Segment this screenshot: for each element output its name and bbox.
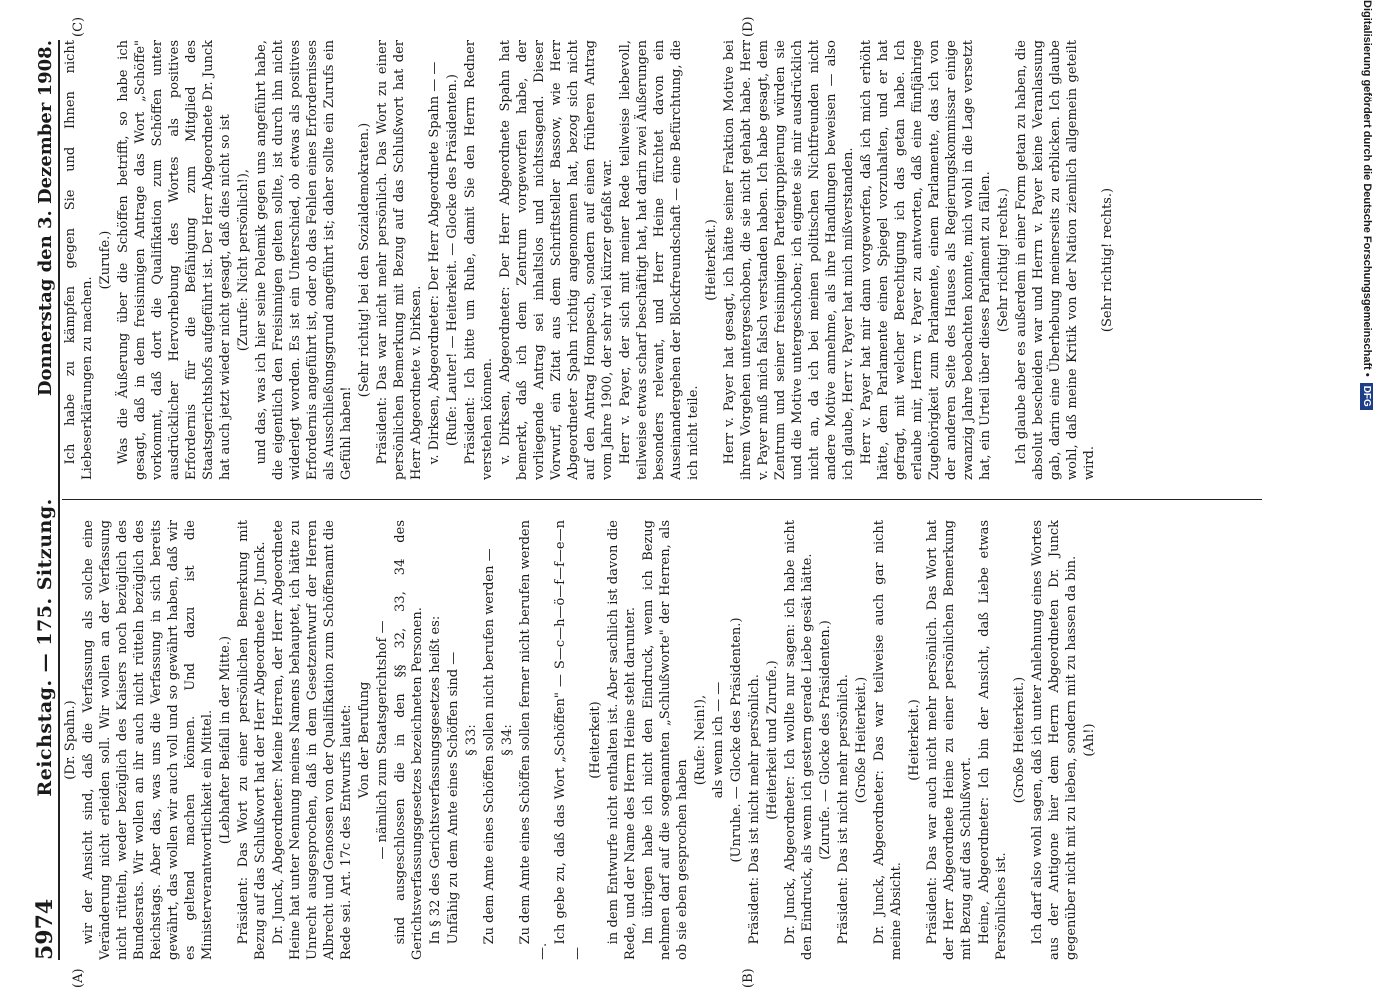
paragraph: Herr v. Payer, der sich mit meiner Rede teilweise liebevoll, teilweise etwas scharf beschäftigt hat, hat darin zwei Äußerungen besonders relevant, und Herr Heine fürchtet davon ein Auseinandergehen der Blockfreundschaft — eine Befürchtung, die ich nicht teile. bbox=[618, 40, 701, 480]
paragraph: (Heiterkeit.) bbox=[907, 699, 922, 781]
paragraph: (Rufe: Lauter! — Heiterkeit. — Glocke des Präsidenten.) bbox=[445, 74, 460, 446]
margin-marker-c: (C) bbox=[71, 16, 86, 37]
paragraph: (Lebhafter Beifall in der Mitte.) bbox=[218, 635, 233, 845]
paragraph: § 33: bbox=[464, 724, 479, 756]
paragraph: Dr. Junck, Abgeordneter: Das war teilweise auch gar nicht meine Absicht. bbox=[872, 520, 904, 960]
paragraph: (Sehr richtig! bei den Sozialdemokraten.) bbox=[357, 122, 372, 398]
left-column bbox=[62, 520, 1302, 960]
paragraph: (Zurufe.) bbox=[98, 230, 113, 290]
paragraph: Unfähig zu dem Amte eines Schöffen sind — bbox=[446, 651, 461, 945]
paragraph: Zu dem Amte eines Schöffen sollen nicht berufen werden — bbox=[482, 548, 497, 945]
digitization-footer bbox=[1356, 0, 1378, 1000]
session-date: Donnerstag den 3. Dezember 1908. bbox=[35, 40, 56, 397]
paragraph: (Ah!) bbox=[1082, 723, 1097, 757]
right-column bbox=[62, 40, 1302, 480]
paragraph: (Unruhe. — Glocke des Präsidenten.) bbox=[729, 617, 744, 863]
margin-marker-b: (B) bbox=[741, 968, 756, 988]
paragraph: wir der Ansicht sind, daß die Verfassung als solche eine Veränderung nicht erleiden soll. Wir wollen an der Verfassung nicht rütteln, weder bezüglich des Kaisers noch bezüglich des Bundesrats. Wir wollen an ihr auch nicht rütteln bezüglich des Reichstags. Aber das, was uns die Verfassung in sich bereits gewährt, das wollen wir auch voll und so gewährt haben, daß wir es geltend machen können. Und dazu ist die Ministerverantwortlichkeit ein Mittel. bbox=[81, 520, 215, 960]
paragraph: Was die Äußerung über die Schöffen betrifft, so habe ich gesagt, daß in dem freisinnigen Antrage das Wort „Schöffe" vorkommt, daß dort die Qualifikation zum Schöffen unter ausdrücklicher Hervorhebung des Wortes als positives Erfordernis für die Befähigung zum Mitglied des Staatsgerichtshofs aufgeführt ist. Der Herr Abgeordnete Dr. Junck hat auch jetzt wieder nicht gesagt, daß dies nicht so ist bbox=[116, 40, 233, 480]
paragraph: Präsident: Das ist nicht mehr persönlich. bbox=[836, 674, 851, 945]
paragraph: sind ausgeschlossen die in den §§ 32, 33, 34 des Gerichtsverfassungsgesetzes bezeichneten Personen. bbox=[393, 520, 425, 960]
paragraph: § 34: bbox=[500, 724, 515, 756]
footer-text: Digitalisierung gefördert durch die Deutsche Forschungsgemeinschaft • bbox=[1361, 0, 1373, 377]
paragraph: Präsident: Das war auch nicht mehr persönlich. Das Wort hat der Herr Abgeordnete Heine zu einer persönlichen Bemerkung mit Bezug auf das Schlußwort. bbox=[925, 520, 974, 960]
paragraph: Ich habe zu kämpfen gegen Sie und Ihnen nicht Liebeserklärungen zu machen. bbox=[63, 40, 95, 480]
paragraph: Dr. Junck, Abgeordneter: Meine Herren, der Herr Abgeordnete Heine hat unter Nennung meines Namens behauptet, ich hätte zu Unrecht ausgesprochen, daß in dem Gesetzentwurf der Herren Albrecht und Genossen von der Qualifikation zum Schöffenamt die Rede sei. Art. 17c des Entwurfs lautet: bbox=[271, 520, 354, 960]
paragraph: v. Dirksen, Abgeordneter: Der Herr Abgeordnete Spahn hat bemerkt, daß ich dem Zentrum vorgeworfen habe, der vorliegende Antrag sei inhaltslos und nichtssagend. Dieser Vorwurf, ein Zitat aus dem Schriftsteller Bassow, wie Herr Abgeordneter Spahn richtig angenommen hat, bezog sich nicht auf den Antrag Hompesch, sondern auf einen früheren Antrag vom Jahre 1900, der sehr viel kürzer gefaßt war. bbox=[498, 40, 615, 480]
page-header bbox=[14, 40, 60, 960]
paragraph: Im übrigen habe ich nicht den Eindruck, wenn ich Bezug nehmen darf auf die sogenannten „Schlußworte" der Herren, als ob sie eben gesprochen haben bbox=[641, 520, 690, 960]
paragraph: Präsident: Ich bitte um Ruhe, damit Sie den Herrn Redner verstehen können. bbox=[463, 40, 495, 480]
paragraph: (Heiterkeit) bbox=[588, 701, 603, 779]
paragraph: (Heiterkeit und Zurufe.) bbox=[765, 660, 780, 820]
paragraph: Präsident: Das war nicht mehr persönlich. Das Wort zu einer persönlichen Bemerkung mit Bezug auf das Schlußwort hat der Herr Abgeordnete v. Dirksen. bbox=[375, 40, 424, 480]
paragraph: (Zurufe. — Glocke des Präsidenten.) bbox=[818, 620, 833, 860]
paragraph: und das, was ich hier seine Polemik gegen uns angeführt habe, die eigentlich den Freisinnigen gelten sollte, ist durch ihn nicht widerlegt worden. Es ist ein Unterschied, ob etwas als positives Erfordernis angeführt ist, oder ob das Fehlen eines Erfordernisses als Ausschließungsgrund angeführt ist; daher sollte ein Zurufs ein Gefühl haben! bbox=[254, 40, 354, 480]
paragraph: (Zurufe: Nicht persönlich!), bbox=[236, 168, 251, 352]
page-number: 5974 bbox=[32, 898, 58, 960]
paragraph: Ich gebe zu, daß das Wort „Schöffen" — S—c—h—ö—f—f—e—n — bbox=[553, 520, 585, 960]
paragraph: (Dr. Spahn.) bbox=[63, 700, 78, 780]
paragraph: Ich glaube aber es außerdem in einer Form getan zu haben, die absolut bescheiden war und Herrn v. Payer keine Veranlassung gab, darin eine Überhebung meinerseits zu erblicken. Ich glaube wohl, daß meine Kritik von der Nation ziemlich allgemein geteilt wird. bbox=[1014, 40, 1097, 480]
paragraph: (Heiterkeit.) bbox=[704, 219, 719, 301]
paragraph: Herr v. Payer hat gesagt, ich hätte seiner Fraktion Motive bei ihrem Vorgehen untergeschoben, die sie nicht gehabt habe. Herr v. Payer muß mich falsch verstanden haben. Ich habe gesagt, dem Zentrum und seiner freisinnigen Parteigruppierung würden sie und die Motive untergeschoben; ich eignete sie mir ausdrücklich nicht an, da ich bei meinen politischen Nichtfreunden nicht andere Motive annehme, als ihre Handlungen beweisen — also ich glaube, Herr v. Payer hat mich mißverstanden. bbox=[722, 40, 856, 480]
paragraph: in dem Entwurfe nicht enthalten ist. Aber sachlich ist davon die Rede, und der Name des Herrn Heine steht darunter. bbox=[606, 520, 638, 960]
paragraph: Von der Berufung bbox=[357, 681, 372, 799]
column-divider bbox=[62, 499, 1262, 500]
paragraph: (Große Heiterkeit.) bbox=[1012, 676, 1027, 804]
paragraph: In § 32 des Gerichtsverfassungsgesetzes heißt es: bbox=[428, 615, 443, 945]
margin-marker-a: (A) bbox=[71, 968, 86, 988]
dfg-logo: DFG bbox=[1361, 383, 1374, 410]
paragraph: Präsident: Das ist nicht mehr persönlich. bbox=[747, 674, 762, 945]
paragraph: Zu dem Amte eines Schöffen sollen ferner nicht berufen werden —. bbox=[518, 520, 550, 960]
paragraph: Präsident: Das Wort zu einer persönlichen Bemerkung mit Bezug auf das Schlußwort hat der Herr Abgeordnete Dr. Junck. bbox=[236, 520, 268, 960]
paragraph: Ich darf also wohl sagen, daß ich unter Anlehnung eines Wortes aus der Antigone hier dem Herrn Abgeordneten Dr. Junck gegenüber nicht mit zu lieben, sondern mit zu hassen da bin. bbox=[1030, 520, 1079, 960]
paragraph: (Sehr richtig! rechts.) bbox=[1100, 187, 1115, 333]
session-title: Reichstag. — 175. Sitzung. bbox=[34, 498, 56, 797]
paragraph: als wenn ich — — bbox=[711, 681, 726, 799]
paragraph: — nämlich zum Staatsgerichtshof — bbox=[375, 620, 390, 860]
paragraph: Heine, Abgeordneter: Ich bin der Ansicht, daß Liebe etwas Persönliches ist. bbox=[977, 520, 1009, 960]
paragraph: Herr v. Payer hat mir dann vorgeworfen, daß ich mich erhöht hätte, dem Parlamente einen Spiegel vorzuhalten, und er hat gefragt, mit welcher Berechtigung ich das getan habe. Ich erlaube mir, Herrn v. Payer zu antworten, daß eine fünfjährige Zugehörigkeit zum Parlamente, einem Parlamente, das ich von der anderen Seite des Hauses als Regierungskommissar einige zwanzig Jahre beobachten konnte, mich wohl in die Lage versetzt hat, ein Urteil über dieses Parlament zu fällen. bbox=[859, 40, 993, 480]
paragraph: v. Dirksen, Abgeordneter: Der Herr Abgeordnete Spahn — — bbox=[427, 61, 442, 465]
paragraph: (Rufe: Nein!), bbox=[693, 694, 708, 786]
paragraph: Dr. Junck, Abgeordneter: Ich wollte nur sagen: ich habe nicht den Eindruck, als wenn ich gestern gerade Liebe gesät hätte. bbox=[783, 520, 815, 960]
margin-marker-d: (D) bbox=[741, 16, 756, 37]
paragraph: (Sehr richtig! rechts.) bbox=[996, 187, 1011, 333]
paragraph: (Große Heiterkeit.) bbox=[854, 676, 869, 804]
